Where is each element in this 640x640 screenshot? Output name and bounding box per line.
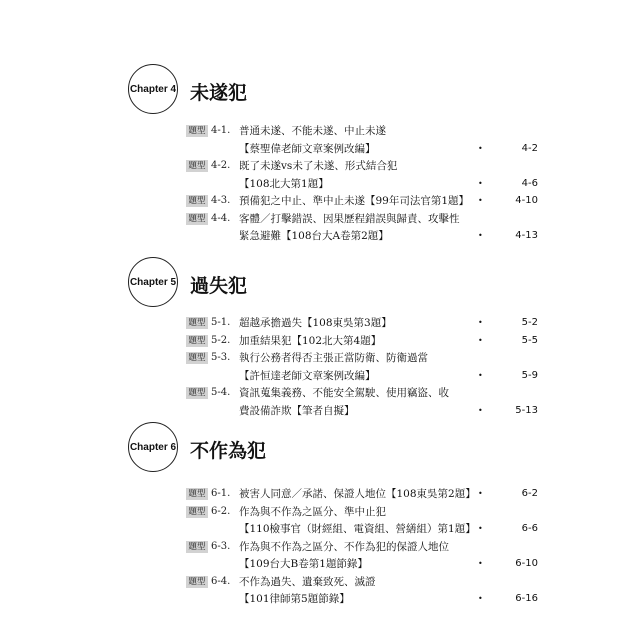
- entry-text: 客體／打擊錯誤、因果歷程錯誤與歸責、攻擊性: [239, 212, 460, 225]
- entry-text: 普通未遂、不能未遂、中止未遂: [239, 125, 386, 137]
- toc-entry-line[interactable]: [0, 316, 640, 332]
- chapter-badge: Chapter 4: [128, 64, 178, 114]
- question-number: 4-4.: [211, 212, 231, 224]
- entry-text: 【110檢事官（財經組、電資組、營繕組）第1題】: [239, 523, 476, 535]
- page-number: • 6-16: [470, 592, 538, 606]
- question-number: 5-3.: [211, 352, 231, 363]
- question-type-tag: 題型: [186, 352, 208, 364]
- question-number: 6-3.: [211, 540, 231, 552]
- question-type-tag: 題型: [186, 488, 208, 500]
- question-number: 5-1.: [211, 317, 231, 328]
- entry-text: 加重結果犯【102北大第4題】: [239, 334, 382, 347]
- toc-entry-line[interactable]: [0, 177, 640, 193]
- toc-entry-line[interactable]: [0, 229, 640, 245]
- page-number: • 6-2: [470, 487, 538, 501]
- page-number: • 4-13: [470, 229, 538, 243]
- question-number: 5-2.: [211, 334, 231, 346]
- toc-entry-line[interactable]: [0, 124, 640, 140]
- entry-text: 被害人同意／承諾、保證人地位【108東吳第2題】: [239, 488, 476, 500]
- toc-entry-line[interactable]: [0, 351, 640, 367]
- entry-text: 【許恒達老師文章案例改編】: [239, 369, 376, 382]
- entry-text: 【108北大第1題】: [239, 177, 329, 190]
- question-type-tag: 題型: [186, 387, 208, 399]
- entry-text: 超越承擔過失【108東吳第3題】: [239, 317, 392, 329]
- question-type-tag: 題型: [186, 160, 208, 172]
- entry-text: 【109台大B卷第1題節錄】: [239, 558, 368, 570]
- question-type-tag: 題型: [186, 195, 208, 207]
- entry-text: 作為與不作為之區分、準中止犯: [239, 505, 386, 518]
- toc-entry-line[interactable]: [0, 592, 640, 608]
- entry-text: 作為與不作為之區分、不作為犯的保證人地位: [239, 540, 449, 553]
- chapter-badge: Chapter 6: [128, 422, 178, 472]
- question-number: 4-2.: [211, 160, 231, 171]
- toc-entry-line[interactable]: [0, 194, 640, 210]
- toc-entry-line[interactable]: [0, 212, 640, 228]
- page-number: • 5-2: [470, 316, 538, 330]
- toc-entry-line[interactable]: [0, 575, 640, 591]
- page-number: • 4-6: [470, 177, 538, 191]
- chapter-title: 未遂犯: [190, 82, 248, 104]
- question-type-tag: 題型: [186, 506, 208, 518]
- page-number: • 5-9: [470, 369, 538, 383]
- entry-text: 不作為過失、遺棄致死、滅證: [239, 575, 376, 588]
- entry-text: 預備犯之中止、準中止未遂【99年司法官第1題】: [239, 195, 470, 207]
- toc-entry-line[interactable]: [0, 334, 640, 350]
- entry-text: 資訊蒐集義務、不能安全駕駛、使用竊盜、收: [239, 387, 449, 399]
- question-type-tag: 題型: [186, 541, 208, 553]
- toc-entry-line[interactable]: [0, 142, 640, 158]
- chapter-badge: Chapter 5: [128, 257, 178, 307]
- question-type-tag: 題型: [186, 576, 208, 588]
- page-number: • 6-10: [470, 557, 538, 571]
- entry-text: 執行公務者得否主張正當防衛、防衛過當: [239, 352, 428, 364]
- toc-entry-line[interactable]: [0, 557, 640, 573]
- toc-entry-line[interactable]: [0, 386, 640, 402]
- toc-entry-line[interactable]: [0, 404, 640, 420]
- question-type-tag: 題型: [186, 125, 208, 137]
- entry-text: 既了未遂vs未了未遂、形式結合犯: [239, 160, 398, 172]
- toc-entry-line[interactable]: [0, 487, 640, 503]
- question-number: 6-4.: [211, 575, 231, 587]
- chapter-title: 過失犯: [190, 275, 248, 297]
- toc-entry-line[interactable]: [0, 369, 640, 385]
- page-number: • 6-6: [470, 522, 538, 536]
- toc-entry-line[interactable]: [0, 505, 640, 521]
- entry-text: 費設備詐欺【筆者自擬】: [239, 404, 355, 417]
- question-number: 6-2.: [211, 505, 231, 517]
- toc-entry-line[interactable]: [0, 540, 640, 556]
- question-number: 5-4.: [211, 387, 231, 398]
- question-number: 6-1.: [211, 488, 231, 499]
- entry-text: 緊急避難【108台大A卷第2題】: [239, 230, 389, 242]
- question-type-tag: 題型: [186, 213, 208, 225]
- page-number: • 5-13: [470, 404, 538, 418]
- question-type-tag: 題型: [186, 335, 208, 347]
- entry-text: 【蔡聖偉老師文章案例改編】: [239, 142, 376, 155]
- page-number: • 4-10: [470, 194, 538, 208]
- page-number: • 5-5: [470, 334, 538, 348]
- question-type-tag: 題型: [186, 317, 208, 329]
- entry-text: 【101律師第5題節錄】: [239, 593, 350, 605]
- question-number: 4-1.: [211, 125, 231, 136]
- question-number: 4-3.: [211, 195, 231, 206]
- toc-entry-line[interactable]: [0, 159, 640, 175]
- chapter-title: 不作為犯: [190, 440, 267, 462]
- page-number: • 4-2: [470, 142, 538, 156]
- toc-entry-line[interactable]: [0, 522, 640, 538]
